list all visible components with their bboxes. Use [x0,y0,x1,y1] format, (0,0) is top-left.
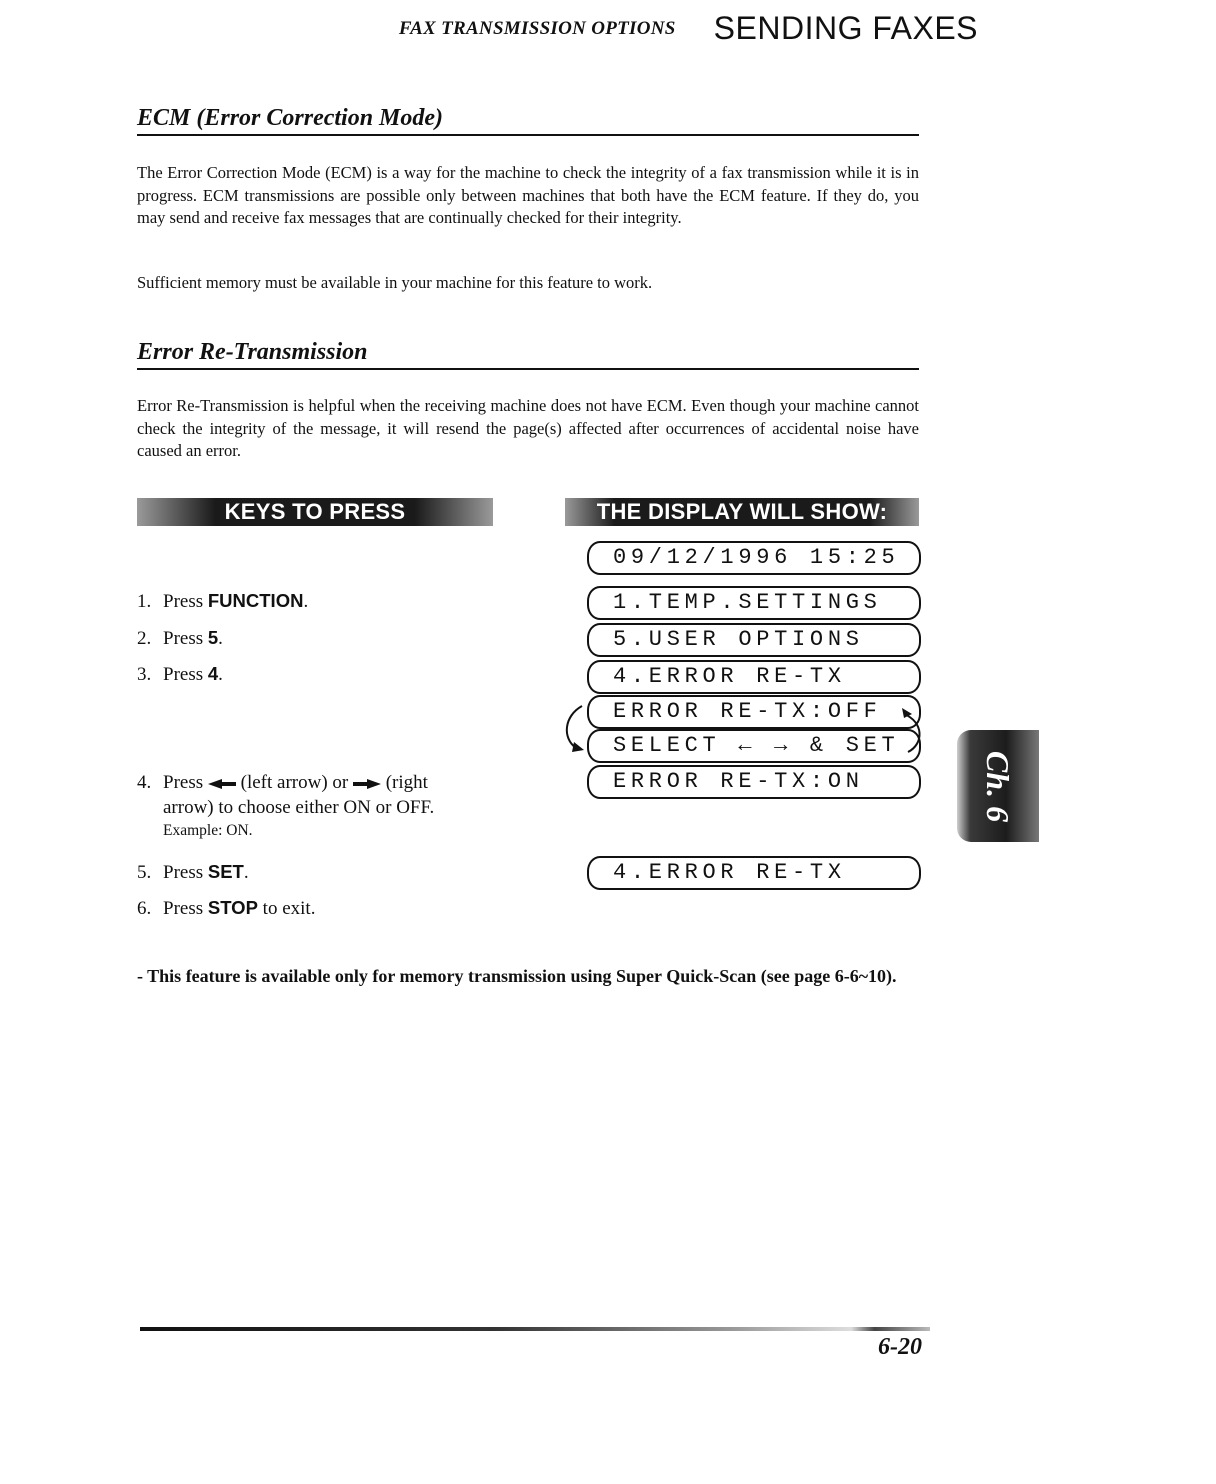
step-6: 6. Press STOP to exit. [137,897,316,919]
step-2: 2. Press 5. [137,627,223,649]
lcd-display: 5.USER OPTIONS [587,623,921,657]
lcd-display: 09/12/1996 15:25 [587,541,921,575]
header-title: SENDING FAXES [713,10,978,46]
chapter-tab [957,730,1039,842]
step-4: 4. Press (left arrow) or (right arrow) to choose either ON or OFF. Example: ON. [137,771,517,842]
ecm-section-title: ECM (Error Correction Mode) [137,103,919,136]
page-number: 6-20 [878,1334,922,1360]
keys-to-press-header: KEYS TO PRESS [137,498,493,526]
footer-rule [140,1326,930,1332]
display-will-show-header: THE DISPLAY WILL SHOW: [565,498,919,526]
step-4-example: Example: ON. [163,821,253,839]
ecm-paragraph: The Error Correction Mode (ECM) is a way for the machine to check the integrity of a fax transmission while it is in progress. ECM transmissions are possible only between machines that both have the ECM feature. If they do, you may send and receive fax messages that are continually checked for their integrity. [137,163,919,227]
ecm-memory-note: Sufficient memory must be available in your machine for this feature to work. [137,273,653,292]
lcd-display: ERROR RE-TX:OFF [587,695,921,729]
key-stop: STOP [207,897,258,918]
lcd-display: 1.TEMP.SETTINGS [587,586,921,620]
retx-paragraph: Error Re-Transmission is helpful when the receiving machine does not have ECM. Even though your machine cannot check the integrity of the message, it will resend the page(s) affected after occurrences of accidental noise have caused an error. [137,396,919,460]
lcd-display: 4.ERROR RE-TX [587,856,921,890]
lcd-display: ERROR RE-TX:ON [587,765,921,799]
key-set: SET [207,861,244,882]
step-3: 3. Press 4. [137,663,223,685]
lcd-display: 4.ERROR RE-TX [587,660,921,694]
chapter-tab-label: Ch. 6 [980,750,1017,822]
key-5: 5 [207,627,219,648]
header-subtitle: FAX TRANSMISSION OPTIONS [398,17,676,39]
right-arrow-icon [353,772,381,796]
retx-section-title: Error Re-Transmission [137,337,919,370]
key-function: FUNCTION [207,590,304,611]
step-5: 5. Press SET. [137,861,249,883]
key-4: 4 [207,663,219,684]
page-header [0,10,978,47]
left-arrow-icon [208,772,236,796]
step-1: 1. Press FUNCTION. [137,590,309,612]
lcd-display: SELECT ← → & SET [587,729,921,763]
super-quick-scan-note: - This feature is available only for memory transmission using Super Quick-Scan (see page 6-6~10). [137,966,897,986]
loop-arrow-left-icon [556,698,590,762]
loop-arrow-right-icon [898,704,932,768]
